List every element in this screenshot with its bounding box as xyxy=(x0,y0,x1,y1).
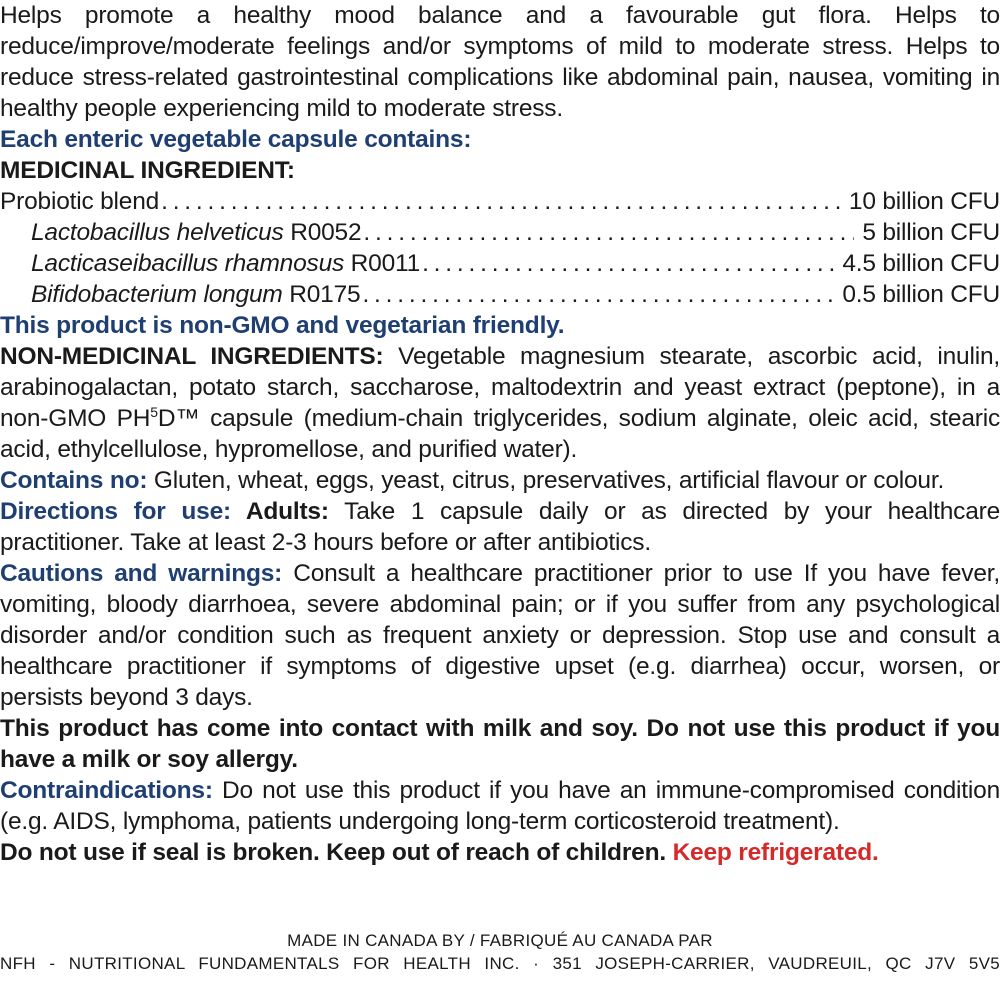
leader-dots xyxy=(362,279,834,310)
ingredient-name: Bifidobacterium longum R0175 xyxy=(31,281,361,308)
manufacturer-address: NFH - NUTRITIONAL FUNDAMENTALS FOR HEALTH INC. · 351 JOSEPH-CARRIER, VAUDREUIL, QC J7V 5V5 xyxy=(0,954,1000,973)
non-medicinal-ingredients: NON-MEDICINAL INGREDIENTS: Vegetable magnesium stearate, ascorbic acid, inulin, arabinogalactan, potato starch, saccharose, maltodextrin and yeast extract (peptone), in a non-GMO $PH^5D™$ capsule (medium-chain triglycerides, sodium alginate, oleic acid, stearic acid, ethylcellulose, hypromellose, and purified water). xyxy=(0,343,1000,463)
ingredient-amount: 5 billion CFU xyxy=(862,219,1000,246)
ingredient-amount: 0.5 billion CFU xyxy=(842,281,1000,308)
ingredient-name: Probiotic blend xyxy=(0,188,160,215)
ingredient-amount: 4.5 billion CFU xyxy=(842,250,1000,277)
cautions-and-warnings: Cautions and warnings: Consult a healthcare practitioner prior to use If you have fever, vomiting, bloody diarrhoea, severe abdominal pain; or if you suffer from any psychological disorder and/or condition such as frequent anxiety or depression. Stop use and consult a healthcare practitioner if symptoms of digestive upset (e.g. diarrhea) occur, worsen, or persists beyond 3 days. xyxy=(0,560,1000,711)
leader-dots xyxy=(161,186,841,217)
final-warning: Do not use if seal is broken. Keep out of reach of children. Keep refrigerated. xyxy=(0,839,879,866)
leader-dots xyxy=(422,248,834,279)
made-in-canada: MADE IN CANADA BY / FABRIQUÉ AU CANADA PAR xyxy=(287,931,713,950)
capsule-heading: Each enteric vegetable capsule contains: xyxy=(0,126,472,153)
ingredient-row xyxy=(0,186,1000,217)
contains-no: Contains no: Gluten, wheat, eggs, yeast, citrus, preservatives, artificial flavour or colour. xyxy=(0,467,945,494)
refrigerate-warning: Keep refrigerated. xyxy=(672,839,879,866)
ingredient-name: Lactobacillus helveticus R0052 xyxy=(31,219,362,246)
ingredient-name: Lacticaseibacillus rhamnosus R0011 xyxy=(31,250,421,277)
allergy-warning: This product has come into contact with milk and soy. Do not use this product if you have a milk or soy allergy. xyxy=(0,715,1000,773)
ingredient-row xyxy=(0,248,1000,279)
ingredient-amount: 10 billion CFU xyxy=(848,188,1000,215)
leader-dots xyxy=(363,217,854,248)
contraindications: Contraindications: Do not use this product if you have an immune-compromised condition (e.g. AIDS, lymphoma, patients undergoing long-term corticosteroid treatment). xyxy=(0,777,1000,835)
medicinal-heading: MEDICINAL INGREDIENT: xyxy=(0,157,295,184)
non-gmo-statement: This product is non-GMO and vegetarian friendly. xyxy=(0,312,565,339)
ingredient-row xyxy=(0,279,1000,310)
ingredient-row xyxy=(0,217,1000,248)
directions-for-use: Directions for use: Adults: Take 1 capsule daily or as directed by your healthcare practitioner. Take at least 2-3 hours before or after antibiotics. xyxy=(0,498,1000,556)
intro-claims: Helps promote a healthy mood balance and a favourable gut flora. Helps to reduce/improve/moderate feelings and/or symptoms of mild to moderate stress. Helps to reduce stress-related gastrointestinal complications like abdominal pain, nausea, vomiting in healthy people experiencing mild to moderate stress. xyxy=(0,2,1000,122)
